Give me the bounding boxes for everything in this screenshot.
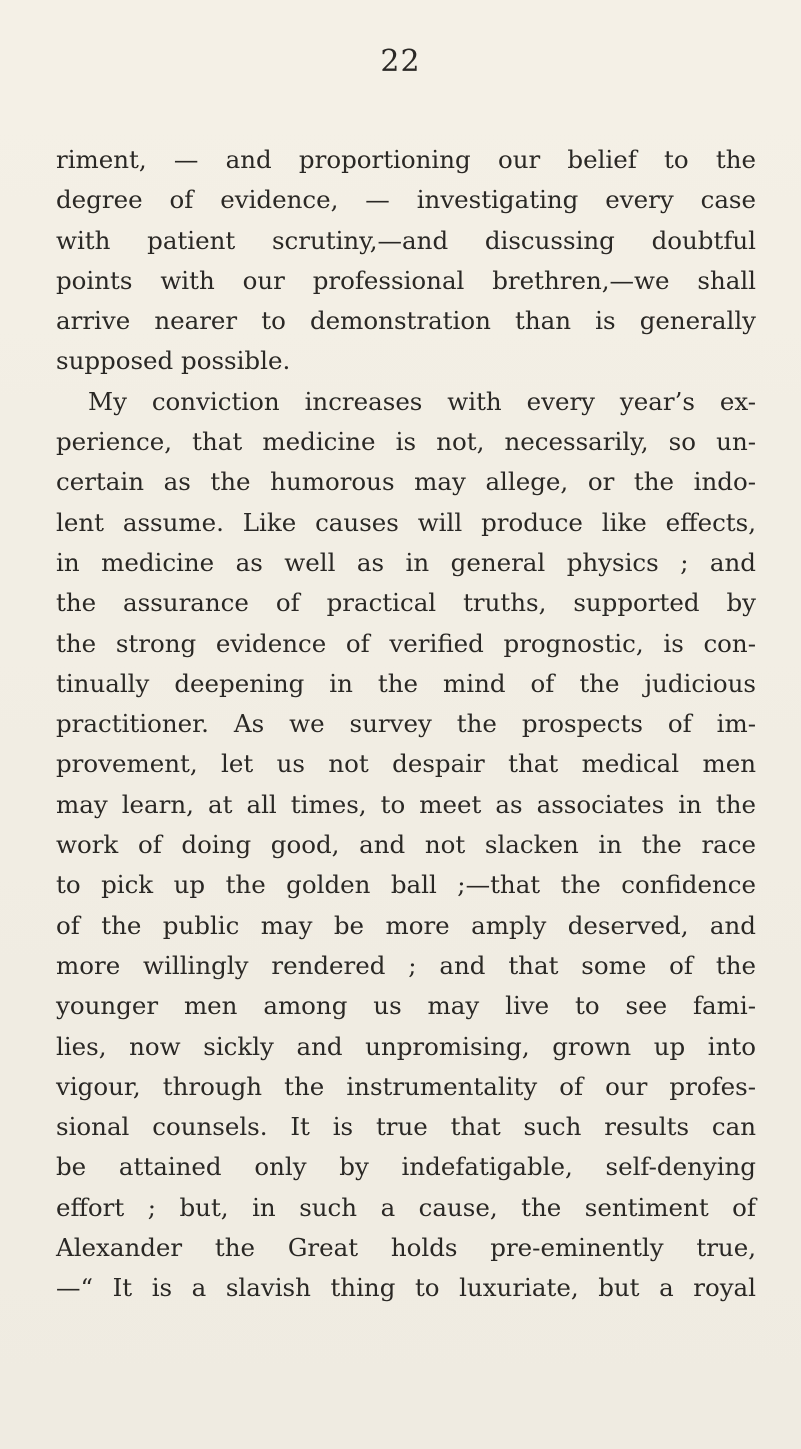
- text-line: practitioner. As we survey the prospects of im-: [56, 709, 756, 739]
- text-line: effort ; but, in such a cause, the sentiment of: [56, 1192, 756, 1222]
- paragraph-first-line: My conviction increases with every year’s ex-: [88, 386, 756, 416]
- text-line: perience, that medicine is not, necessarily, so un-: [56, 427, 756, 457]
- text-line: work of doing good, and not slacken in the race: [56, 830, 756, 860]
- text-line: the strong evidence of verified prognostic, is con-: [56, 628, 756, 658]
- text-line: arrive nearer to demonstration than is generally: [56, 306, 756, 336]
- text-line: supposed possible.: [56, 346, 291, 376]
- text-line: of the public may be more amply deserved, and: [56, 910, 756, 940]
- text-line: degree of evidence, — investigating every case: [56, 185, 756, 215]
- text-line: the assurance of practical truths, supported by: [56, 588, 756, 618]
- text-line: tinually deepening in the mind of the judicious: [56, 668, 756, 698]
- body-text: [56, 140, 756, 1309]
- text-line: lent assume. Like causes will produce like effects,: [56, 507, 756, 537]
- text-line: more willingly rendered ; and that some of the: [56, 950, 756, 980]
- page-number: 22: [380, 44, 421, 79]
- text-line: to pick up the golden ball ;—that the confidence: [56, 870, 756, 900]
- text-line: in medicine as well as in general physics ; and: [56, 547, 756, 577]
- text-line: vigour, through the instrumentality of our profes-: [56, 1071, 756, 1101]
- text-line: certain as the humorous may allege, or the indo-: [56, 467, 756, 497]
- text-line: may learn, at all times, to meet as associates in the: [56, 789, 756, 819]
- text-line: riment, — and proportioning our belief to the: [56, 145, 756, 174]
- text-line: sional counsels. It is true that such results can: [56, 1112, 756, 1142]
- text-line: with patient scrutiny,—and discussing doubtful: [56, 225, 756, 255]
- text-line: be attained only by indefatigable, self-denying: [56, 1152, 756, 1182]
- text-line: points with our professional brethren,—we shall: [56, 265, 756, 295]
- text-line: younger men among us may live to see fami-: [56, 991, 756, 1021]
- text-line: lies, now sickly and unpromising, grown up into: [56, 1031, 756, 1061]
- text-line: provement, let us not despair that medical men: [56, 749, 756, 779]
- text-line: —“ It is a slavish thing to luxuriate, but a royal: [56, 1273, 756, 1303]
- text-line: Alexander the Great holds pre-eminently true,: [56, 1233, 756, 1263]
